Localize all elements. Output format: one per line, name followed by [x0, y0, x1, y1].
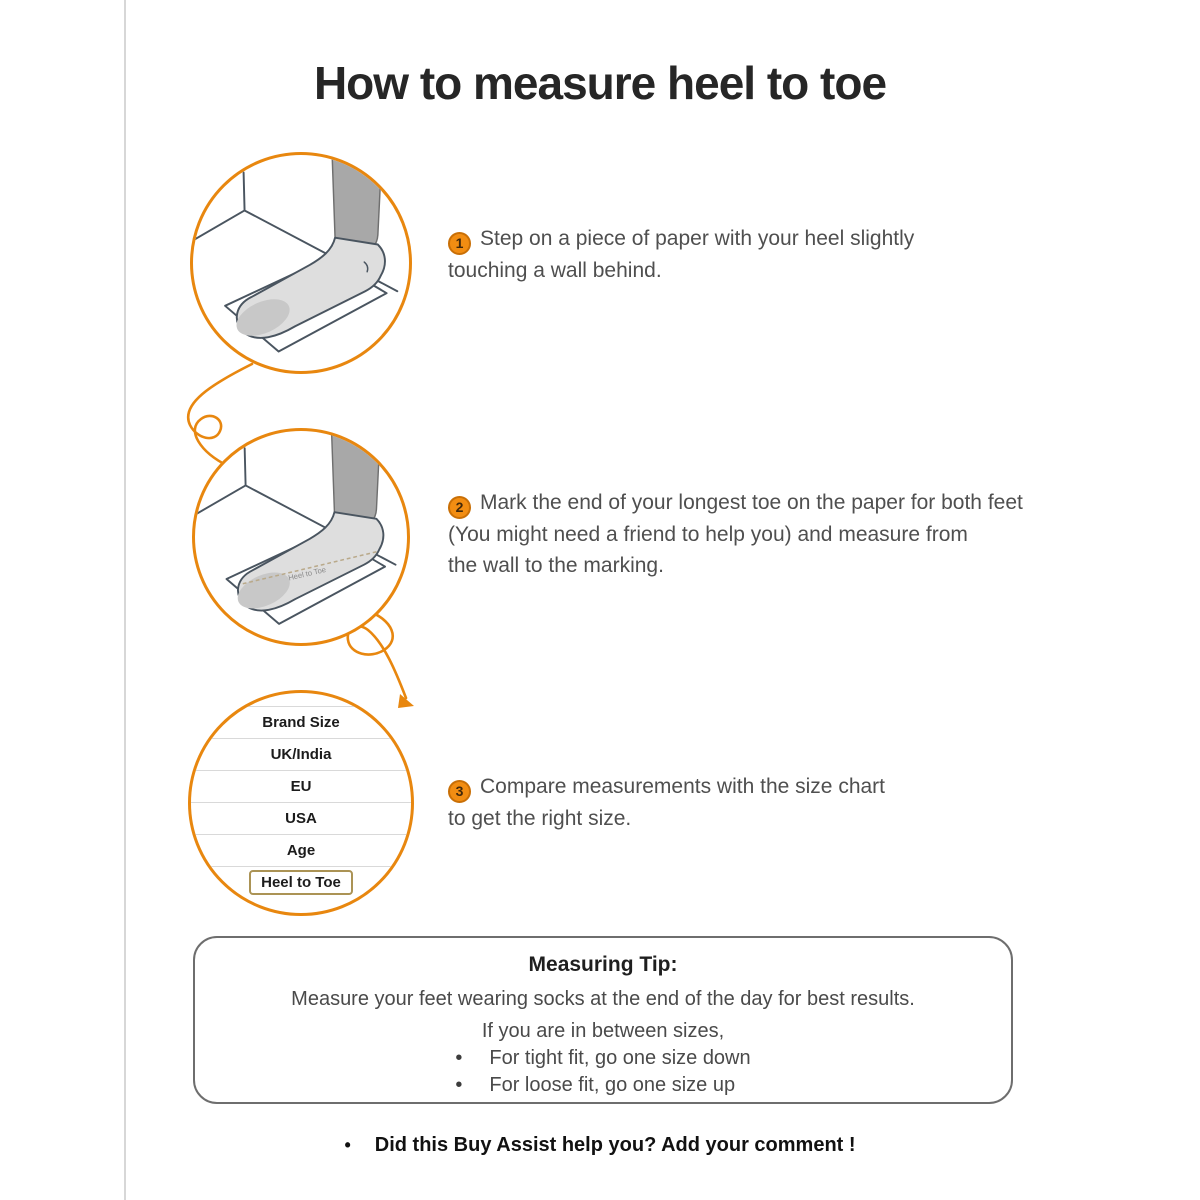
step-3-line-1: [448, 771, 918, 803]
measure-line-label: Heel to Toe: [287, 565, 327, 583]
illustration-circle-step2: [192, 428, 410, 646]
tip-bullet-text: For tight fit, go one size down: [489, 1047, 751, 1069]
footer-note-text: Did this Buy Assist help you? Add your comment !: [374, 1134, 856, 1156]
foot-measure-icon: [195, 431, 407, 643]
tip-bullet-item: [455, 1045, 750, 1072]
measuring-tip-line1: Measure your feet wearing socks at the end of the day for best results.: [291, 988, 915, 1010]
bullet-dot-icon: •: [455, 1047, 463, 1069]
measuring-tip-heading: Measuring Tip:: [528, 953, 678, 976]
size-chart-row-label: USA: [285, 810, 317, 827]
step-2: [448, 487, 1048, 581]
size-chart-row-label: EU: [290, 778, 312, 795]
heel-to-toe-highlight-box: Heel to Toe: [249, 870, 353, 895]
measuring-tip-line2: If you are in between sizes,: [481, 1020, 725, 1042]
step-text: Mark the end of your longest toe on the paper for both feet: [480, 491, 1023, 514]
foot-on-paper-icon: [193, 155, 409, 371]
size-chart-row-label: UK/India: [270, 746, 332, 763]
illustration-circle-step1: [190, 152, 412, 374]
step-3-number-badge: 3: [448, 780, 471, 803]
footer-note: [0, 1134, 1200, 1157]
bullet-dot-icon: •: [455, 1074, 463, 1096]
step-2-number-badge: 2: [448, 496, 471, 519]
step-text: Compare measurements with the size chart: [480, 775, 885, 798]
size-chart-row-label: Brand Size: [262, 714, 340, 731]
step-2-line-1: [448, 487, 1048, 519]
swirl-arrowhead: [398, 694, 414, 708]
step-1-number-badge: 1: [448, 232, 471, 255]
page-title: How to measure heel to toe: [313, 57, 887, 109]
measuring-tip-box: [193, 936, 1013, 1104]
step-3: [448, 771, 918, 834]
size-chart-row: [191, 834, 411, 866]
size-chart-circle: [188, 690, 414, 916]
size-chart-row: [191, 770, 411, 802]
page-left-divider: [124, 0, 126, 1200]
size-chart-row: [191, 706, 411, 738]
size-chart-row-highlighted: [191, 866, 411, 898]
step-2-line-3: the wall to the marking.: [448, 554, 664, 577]
bullet-dot-icon: •: [344, 1135, 351, 1155]
step-1-line-2: touching a wall behind.: [448, 259, 662, 282]
tip-bullet-text: For loose fit, go one size up: [489, 1074, 736, 1096]
step-text: Step on a piece of paper with your heel slightly: [480, 227, 915, 250]
step-2-line-2: (You might need a friend to help you) and measure from: [448, 523, 968, 546]
measuring-tip-bullet-list: [455, 1045, 750, 1099]
size-chart-row: [191, 738, 411, 770]
step-1: [448, 223, 948, 286]
size-chart: [191, 693, 411, 898]
size-chart-row: [191, 802, 411, 834]
size-chart-row-label: Age: [286, 842, 316, 859]
step-1-line-1: [448, 223, 948, 255]
step-3-line-2: to get the right size.: [448, 807, 632, 830]
tip-bullet-item: [455, 1072, 750, 1099]
